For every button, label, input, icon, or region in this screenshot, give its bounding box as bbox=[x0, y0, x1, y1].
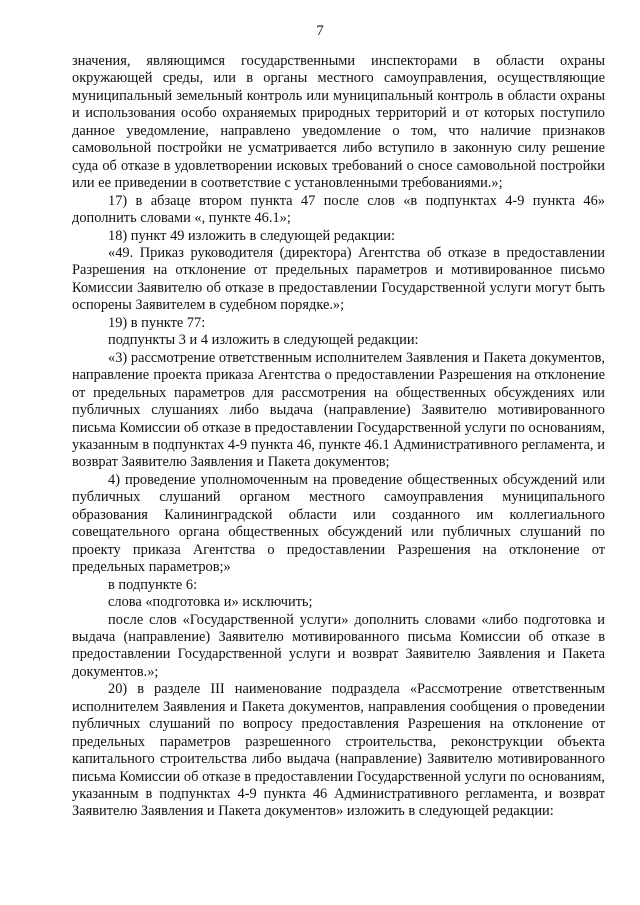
paragraph-item-19: 19) в пункте 77: bbox=[108, 314, 206, 331]
paragraph-exclude-words: слова «подготовка и» исключить; bbox=[108, 594, 313, 611]
page-number: 7 bbox=[316, 23, 324, 39]
document-body bbox=[72, 53, 605, 821]
paragraph-item-20: 20) в разделе III наименование подраздела «Рассмотрение ответственным исполнителем Заявления и Пакета документов, направления сообщения о проведении публичных слушаний по вопросу предоставления Разрешения на отклонение от предельных параметров разрешенного строительства, реконструкции объекта капитального строительства либо выдача (направление) Заявителю мотивированного письма Комиссии об отказе в предоставлении Государственной услуги по основаниям, указанным в подпунктах 4-9 пункта 46 Административного регламента, и возврат Заявителю Заявления и Пакета документов» изложить в следующей редакции: bbox=[72, 681, 605, 820]
paragraph-subpoint-6: в подпункте 6: bbox=[108, 576, 198, 593]
paragraph-continuation: значения, являющимся государственными инспекторами в области охраны окружающей среды, или в органы местного самоуправления, осуществляющие муниципальный земельный контроль или муниципальный контроль в области охраны и использования особо охраняемых природных территорий и от которых поступило данное уведомление, направлено уведомление о том, что наличие признаков самовольной постройки не усматривается либо вступило в законную силу решение суда об отказе в удовлетворении исковых требований о сносе самовольной постройки или ее приведении в соответствие с установленными требованиями.»; bbox=[72, 53, 605, 192]
paragraph-add-words: после слов «Государственной услуги» дополнить словами «либо подготовка и выдача (направление) Заявителю мотивированного письма Комиссии об отказе в предоставлении Государственной услуги и возврат Заявителю Заявления и Пакета документов.»; bbox=[72, 611, 605, 680]
paragraph-point-49-text: «49. Приказ руководителя (директора) Агентства об отказе в предоставлении Разрешения на отклонение от предельных параметров и мотивированное письмо Комиссии Заявителю об отказе в предоставлении Государственной услуги могут быть оспорены Заявителем в судебном порядке.»; bbox=[72, 244, 605, 314]
paragraph-subpoint-4: 4) проведение уполномоченным на проведение общественных обсуждений или публичных слушаний органом местного самоуправления муниципального образования Калининградской области или созданного им коллегиального совещательного органа общественных обсуждений или публичных слушаний по проекту приказа Агентства о предоставлении Разрешения на отклонение от предельных параметров;» bbox=[72, 471, 605, 576]
paragraph-item-17: 17) в абзаце втором пункта 47 после слов «в подпунктах 4-9 пункта 46» дополнить словами «, пункте 46.1»; bbox=[72, 192, 605, 227]
paragraph-subpoint-3: «3) рассмотрение ответственным исполнителем Заявления и Пакета документов, направление проекта приказа Агентства о предоставлении Разрешения на отклонение от предельных параметров для рассмотрения на общественных обсуждениях или публичных слушаниях либо выдача (направление) Заявителю мотивированного письма Комиссии об отказе в предоставлении Государственной услуги по основаниям, указанным в подпунктах 4-9 пункта 46, пункте 46.1 Административного регламента, и возврат Заявителю Заявления и Пакета документов; bbox=[72, 349, 605, 471]
paragraph-subpoints-3-4: подпункты 3 и 4 изложить в следующей редакции: bbox=[108, 332, 419, 349]
paragraph-item-18: 18) пункт 49 изложить в следующей редакции: bbox=[108, 227, 395, 244]
